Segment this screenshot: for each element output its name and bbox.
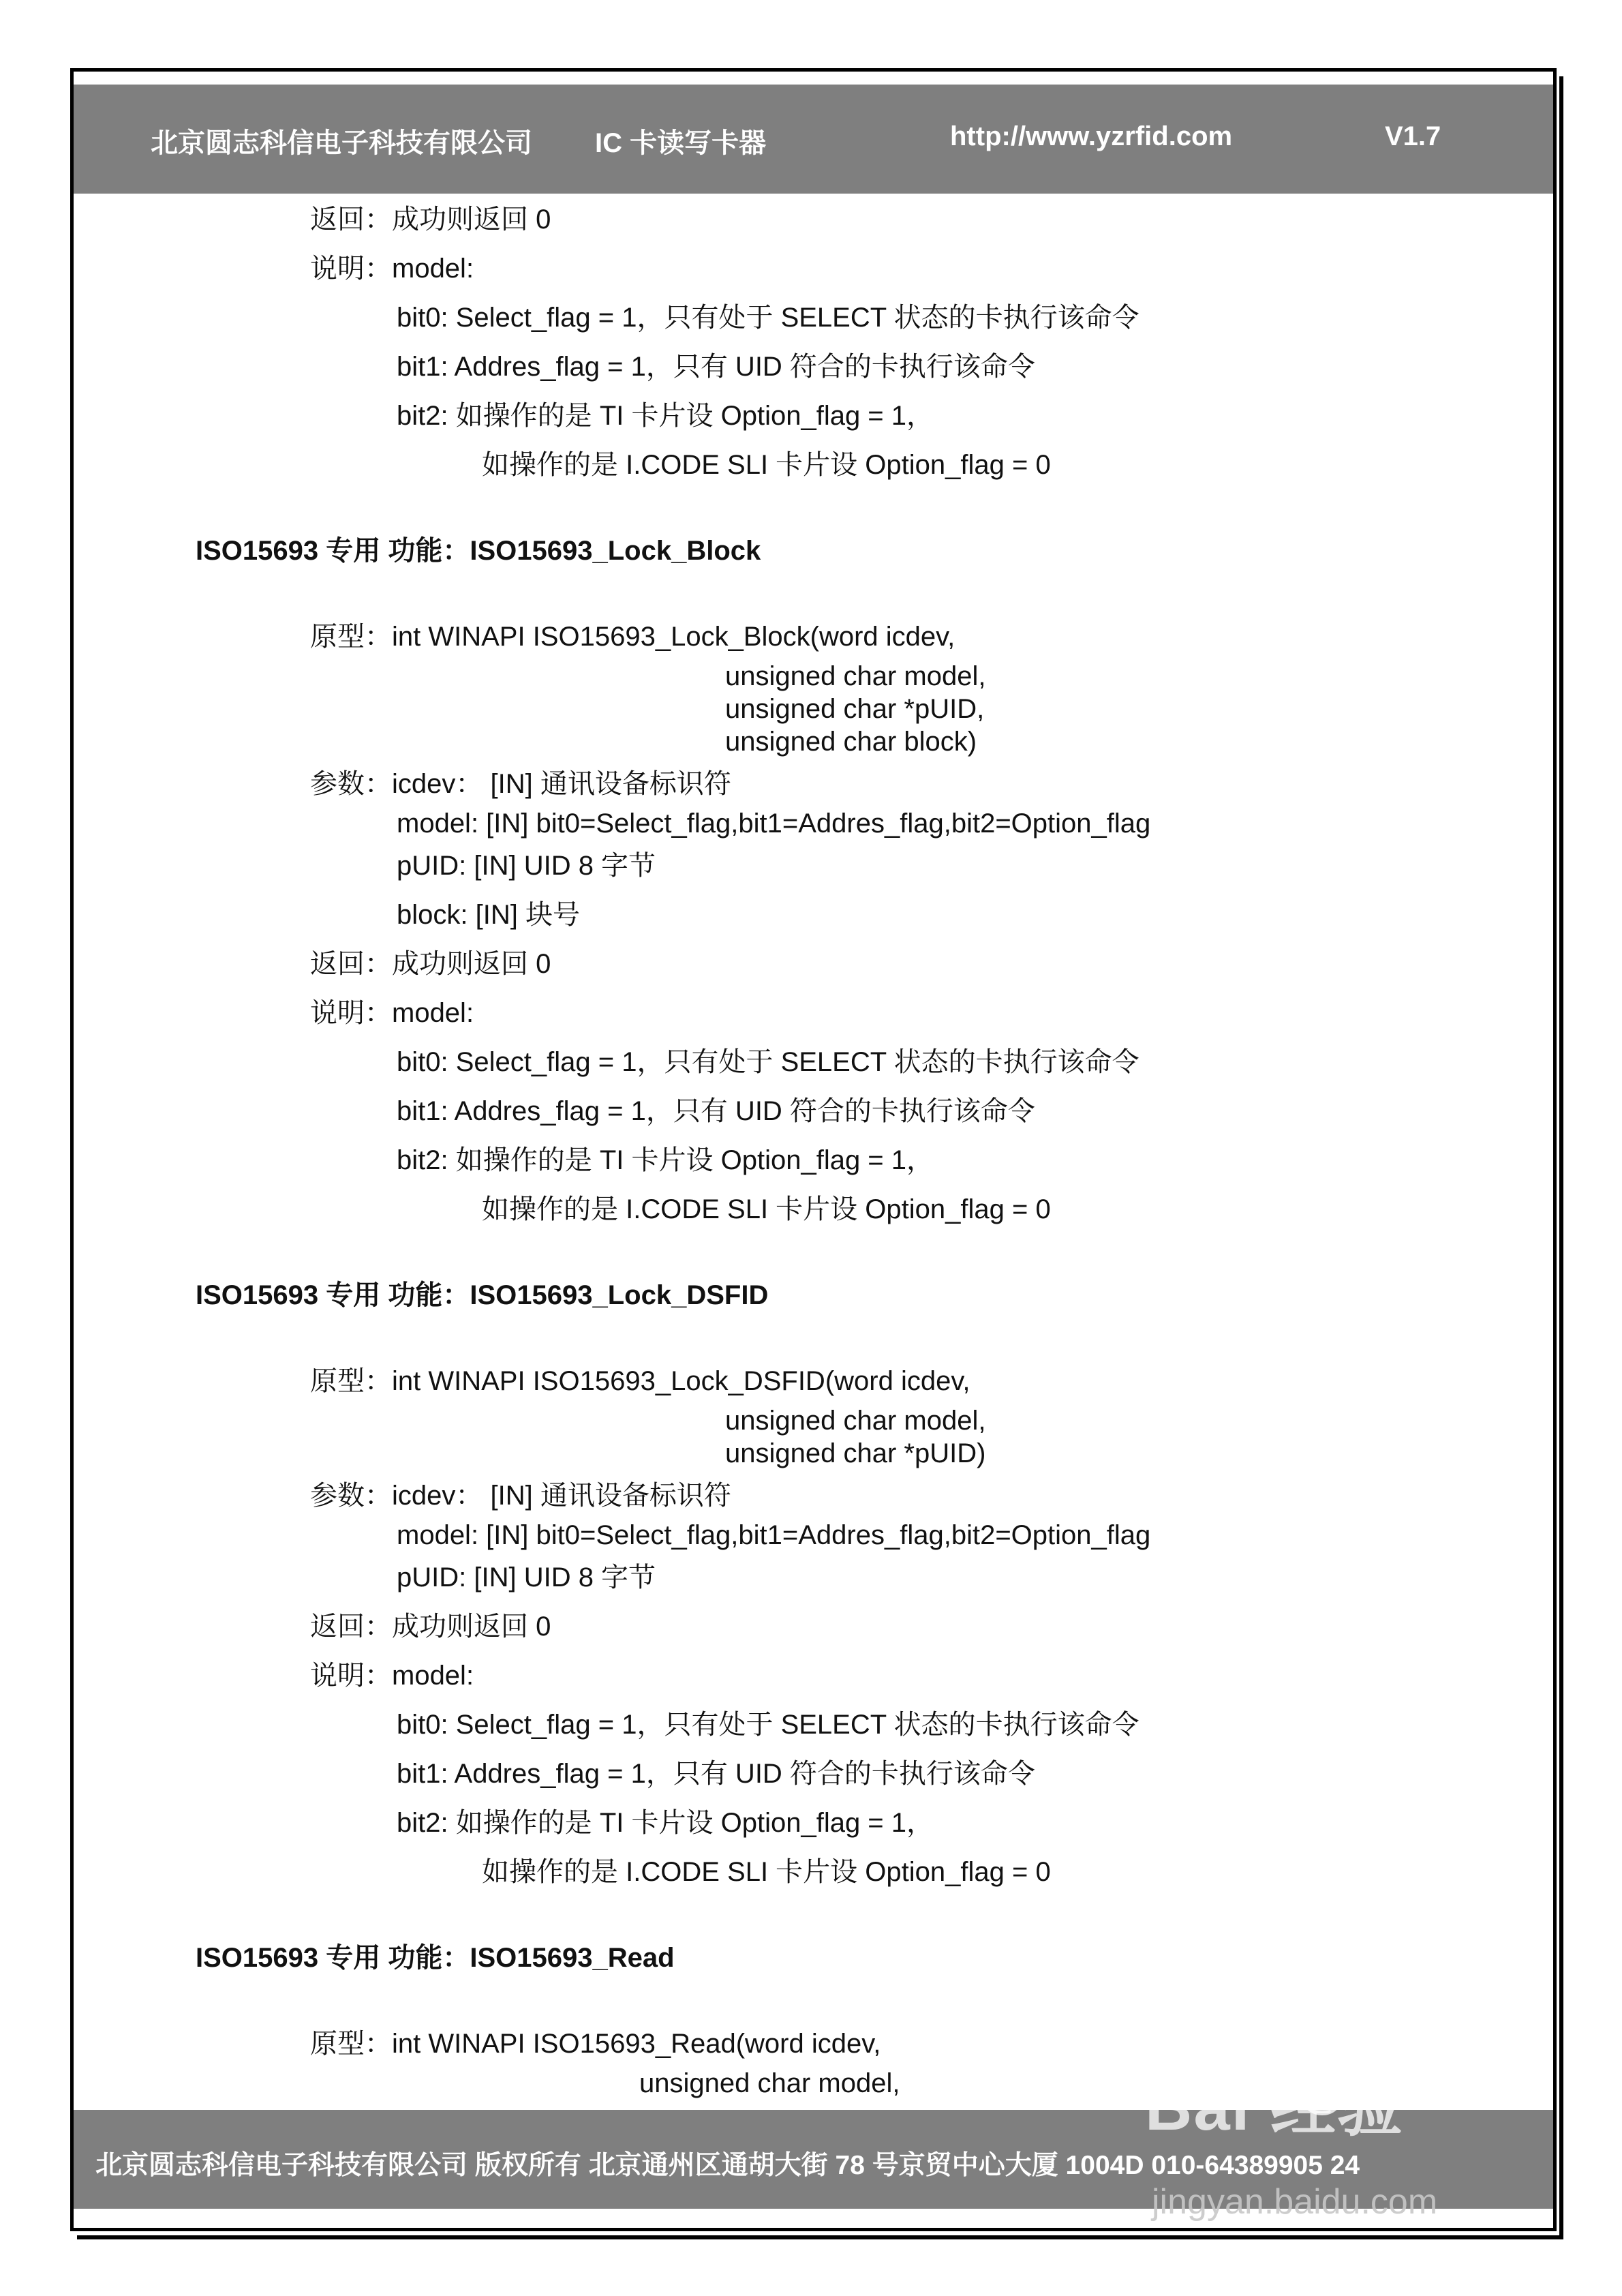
bit2-cont-line: 如操作的是 I.CODE SLI 卡片设 Option_flag = 0 xyxy=(482,1194,1051,1224)
param-decl-line: unsigned char *pUID) xyxy=(725,1438,986,1468)
watermark-brand: Bai 经验 xyxy=(1145,2071,1405,2144)
param-decl-line: unsigned char block) xyxy=(725,727,977,757)
bit0-line: bit0: Select_flag = 1，只有处于 SELECT 状态的卡执行该命令 xyxy=(397,303,1139,333)
watermark-url: jingyan.baidu.com xyxy=(1152,2182,1438,2222)
prototype-line: 原型：int WINAPI ISO15693_Read(word icdev, xyxy=(310,2029,881,2059)
desc-line: 说明：model: xyxy=(310,1661,474,1691)
bit1-line: bit1: Addres_flag = 1，只有 UID 符合的卡执行该命令 xyxy=(397,1096,1035,1126)
prototype-line: 原型：int WINAPI ISO15693_Lock_Block(word icdev, xyxy=(310,622,955,652)
return-line: 返回：成功则返回 0 xyxy=(310,1612,551,1642)
param-line: pUID: [IN] UID 8 字节 xyxy=(397,851,656,881)
param-line: model: [IN] bit0=Select_flag,bit1=Addres_flag,bit2=Option_flag xyxy=(397,1520,1151,1550)
desc-line: 说明：model: xyxy=(310,998,474,1028)
bit2-line: bit2: 如操作的是 TI 卡片设 Option_flag = 1， xyxy=(397,1808,934,1838)
bit1-line: bit1: Addres_flag = 1，只有 UID 符合的卡执行该命令 xyxy=(397,1759,1035,1789)
return-line: 返回：成功则返回 0 xyxy=(310,205,551,235)
section-heading-read: ISO15693 专用 功能：ISO15693_Read xyxy=(196,1943,675,1973)
section-heading-lock-dsfid: ISO15693 专用 功能：ISO15693_Lock_DSFID xyxy=(196,1280,769,1310)
bit0-line: bit0: Select_flag = 1，只有处于 SELECT 状态的卡执行该命令 xyxy=(397,1047,1139,1077)
header-company: 北京圆志科信电子科技有限公司 xyxy=(151,128,532,158)
header-url[interactable]: http://www.yzrfid.com xyxy=(950,121,1233,151)
param-line: pUID: [IN] UID 8 字节 xyxy=(397,1562,656,1592)
footer-copyright: 北京圆志科信电子科技有限公司 版权所有 北京通州区通胡大街 78 号京贸中心大厦 1004D 010-64389905 24 xyxy=(95,2151,1360,2180)
prototype-line: 原型：int WINAPI ISO15693_Lock_DSFID(word icdev, xyxy=(310,1366,970,1396)
header-version: V1.7 xyxy=(1385,121,1441,151)
bit2-cont-line: 如操作的是 I.CODE SLI 卡片设 Option_flag = 0 xyxy=(482,450,1051,480)
param-decl-line: unsigned char model, xyxy=(725,1406,986,1436)
return-line: 返回：成功则返回 0 xyxy=(310,949,551,979)
param-decl-line: unsigned char model, xyxy=(639,2068,900,2098)
desc-line: 说明：model: xyxy=(310,254,474,284)
bit2-line: bit2: 如操作的是 TI 卡片设 Option_flag = 1， xyxy=(397,401,934,431)
bit2-line: bit2: 如操作的是 TI 卡片设 Option_flag = 1， xyxy=(397,1145,934,1175)
param-decl-line: unsigned char *pUID, xyxy=(725,694,985,724)
param-line: 参数：icdev： [IN] 通讯设备标识符 xyxy=(310,769,731,799)
param-line: block: [IN] 块号 xyxy=(397,900,580,930)
param-decl-line: unsigned char model, xyxy=(725,661,986,691)
bit0-line: bit0: Select_flag = 1，只有处于 SELECT 状态的卡执行该命令 xyxy=(397,1710,1139,1740)
param-line: model: [IN] bit0=Select_flag,bit1=Addres_flag,bit2=Option_flag xyxy=(397,809,1151,839)
bit1-line: bit1: Addres_flag = 1，只有 UID 符合的卡执行该命令 xyxy=(397,352,1035,382)
bit2-cont-line: 如操作的是 I.CODE SLI 卡片设 Option_flag = 0 xyxy=(482,1857,1051,1887)
section-heading-lock-block: ISO15693 专用 功能：ISO15693_Lock_Block xyxy=(196,536,761,566)
param-line: 参数：icdev： [IN] 通讯设备标识符 xyxy=(310,1481,731,1511)
header-product: IC 卡读写卡器 xyxy=(595,128,767,158)
